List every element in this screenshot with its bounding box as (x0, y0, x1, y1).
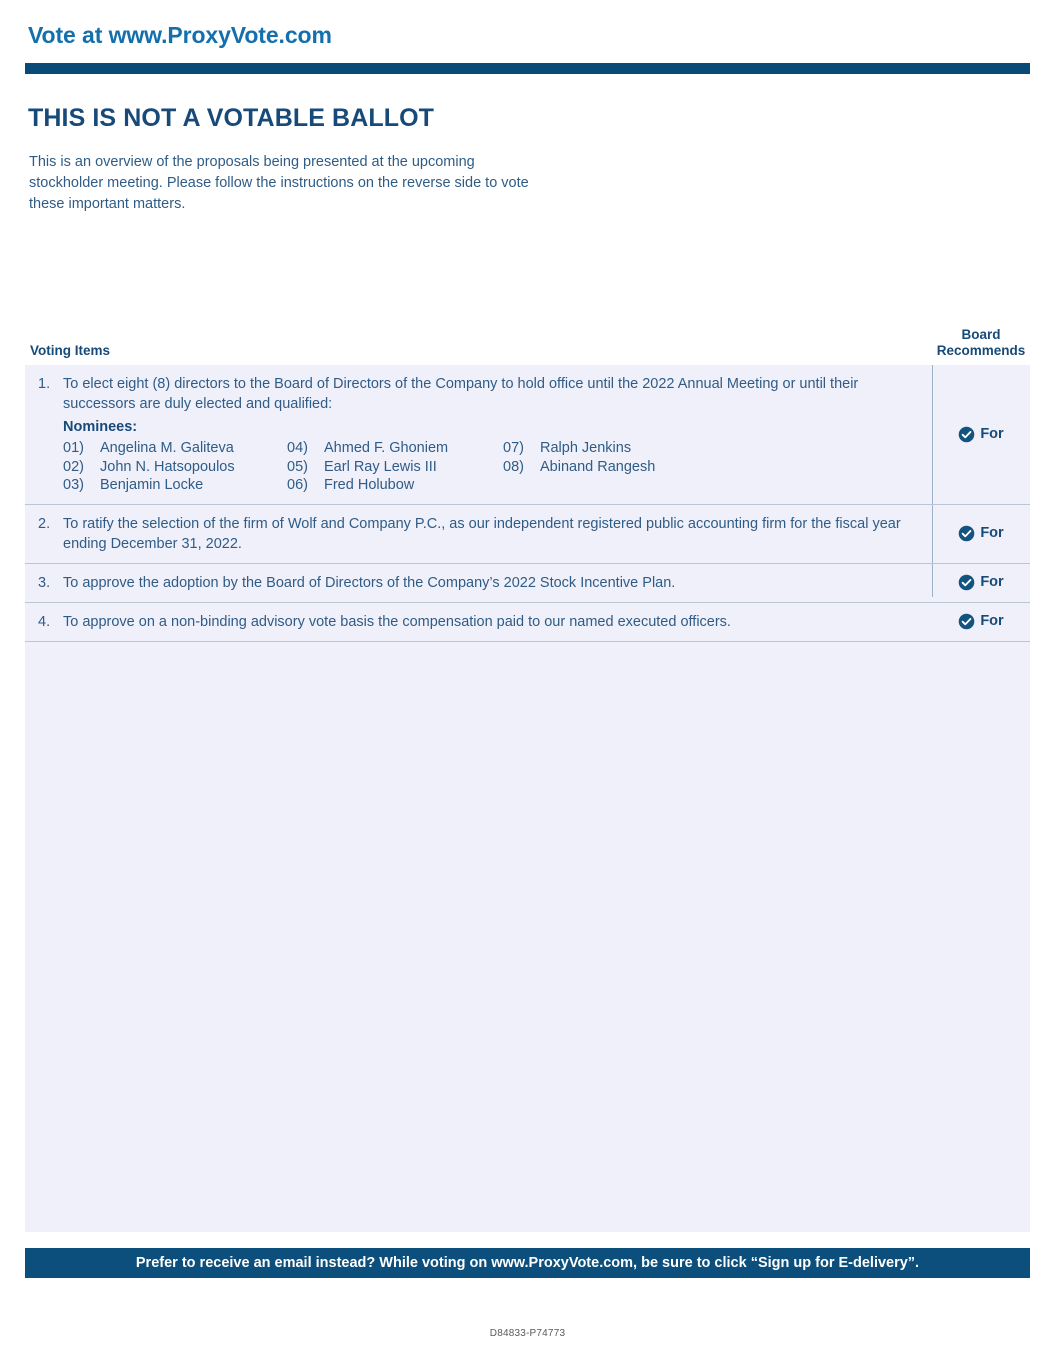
status-badge (958, 574, 1003, 591)
nominee-index: 02) (63, 458, 84, 475)
proposal-4-recommendation-cell (932, 603, 1030, 641)
check-circle-icon (958, 613, 975, 630)
ballot-panel (25, 365, 1030, 1232)
list-item (287, 476, 503, 495)
nominee-index: 03) (63, 477, 84, 493)
nominee-index: 05) (287, 458, 308, 475)
nominee-name: Earl Ray Lewis III (324, 458, 437, 475)
board-recommends-line-2: Recommends (936, 343, 1026, 358)
nominee-name: Ralph Jenkins (540, 440, 632, 456)
proposal-2-cell (25, 505, 932, 563)
nominee-name: Benjamin Locke (100, 477, 204, 493)
recommendation-label: For (980, 574, 1004, 591)
edelivery-banner-text: Prefer to receive an email instead? While voting on www.ProxyVote.com, be sure to click “Sign up for E-delivery”. (135, 1255, 920, 1271)
proposal-3-number: 3. (38, 574, 51, 591)
voting-items-column-header: Voting Items (30, 343, 111, 358)
proposal-1-recommendation-cell (932, 365, 1030, 504)
check-circle-icon (958, 574, 975, 591)
nominee-name: Fred Holubow (324, 477, 415, 493)
proposal-3-line (33, 573, 918, 593)
check-circle-icon (958, 525, 975, 542)
recommendation-label: For (980, 613, 1004, 630)
proposal-3-text: To approve the adoption by the Board of Directors of the Company’s 2022 Stock Incentive Plan. (63, 574, 676, 591)
edelivery-banner (25, 1248, 1030, 1278)
proposal-2-line (33, 514, 918, 554)
status-badge (958, 426, 1003, 443)
nominee-name: John N. Hatsopoulos (100, 458, 235, 475)
proposal-1-cell (25, 365, 932, 504)
proposal-2-text: To ratify the selection of the firm of Wolf and Company P.C., as our independent registered public accounting firm for the fiscal year ending December 31, 2022. (63, 515, 901, 552)
recommendation-label: For (980, 525, 1004, 542)
proposal-2-recommendation-cell (932, 505, 1030, 563)
control-number: D84833-P74773 (489, 1328, 566, 1339)
list-item (503, 439, 743, 458)
nominee-index: 06) (287, 477, 308, 493)
proposal-1-text: To elect eight (8) directors to the Board of Directors of the Company to hold office until the 2022 Annual Meeting or until their successors are duly elected and qualified: (63, 376, 859, 412)
nominee-name: Angelina M. Galiteva (100, 440, 234, 456)
list-item (287, 458, 503, 477)
status-badge (958, 613, 1003, 630)
nominee-index: 04) (287, 440, 308, 456)
recommendation-label: For (980, 426, 1004, 442)
nominees-label: Nominees: (63, 419, 138, 435)
page-title: THIS IS NOT A VOTABLE BALLOT (28, 104, 435, 132)
proposal-3-recommendation-cell (932, 564, 1030, 602)
proposal-1-line (33, 374, 918, 414)
header-divider-rule (25, 63, 1030, 74)
board-recommends-line-1: Board (961, 327, 1001, 342)
table-row (25, 505, 1030, 564)
list-item (63, 476, 287, 495)
board-recommends-column-header (932, 327, 1030, 359)
nominee-name: Abinand Rangesh (540, 458, 656, 475)
nominees-grid (63, 439, 918, 495)
nominee-name: Ahmed F. Ghoniem (324, 440, 449, 456)
nominees-column-3 (503, 439, 743, 495)
brand-title: Vote at www.ProxyVote.com (28, 22, 332, 48)
proposal-1-number: 1. (38, 376, 51, 392)
list-item (63, 458, 287, 477)
check-circle-icon (958, 426, 975, 443)
nominees-column-1 (63, 439, 287, 495)
nominee-index: 08) (503, 458, 524, 475)
table-row (25, 365, 1030, 505)
proposal-2-number: 2. (38, 515, 51, 532)
list-item (287, 439, 503, 458)
status-badge (958, 525, 1003, 542)
nominee-index: 01) (63, 440, 84, 456)
proposal-4-number: 4. (38, 613, 51, 630)
nominees-column-2 (287, 439, 503, 495)
proposal-4-line (33, 612, 918, 632)
table-row (25, 603, 1030, 642)
intro-paragraph: This is an overview of the proposals being presented at the upcoming stockholder meeting. Please follow the instructions on the reverse side to vote these important matters. (29, 154, 529, 212)
list-item (503, 458, 743, 477)
proposal-4-cell (25, 603, 932, 641)
list-item (63, 439, 287, 458)
proposal-3-cell (25, 564, 932, 602)
table-row (25, 564, 1030, 603)
proposal-4-text: To approve on a non-binding advisory vote basis the compensation paid to our named executed officers. (63, 613, 731, 630)
nominee-index: 07) (503, 440, 524, 456)
